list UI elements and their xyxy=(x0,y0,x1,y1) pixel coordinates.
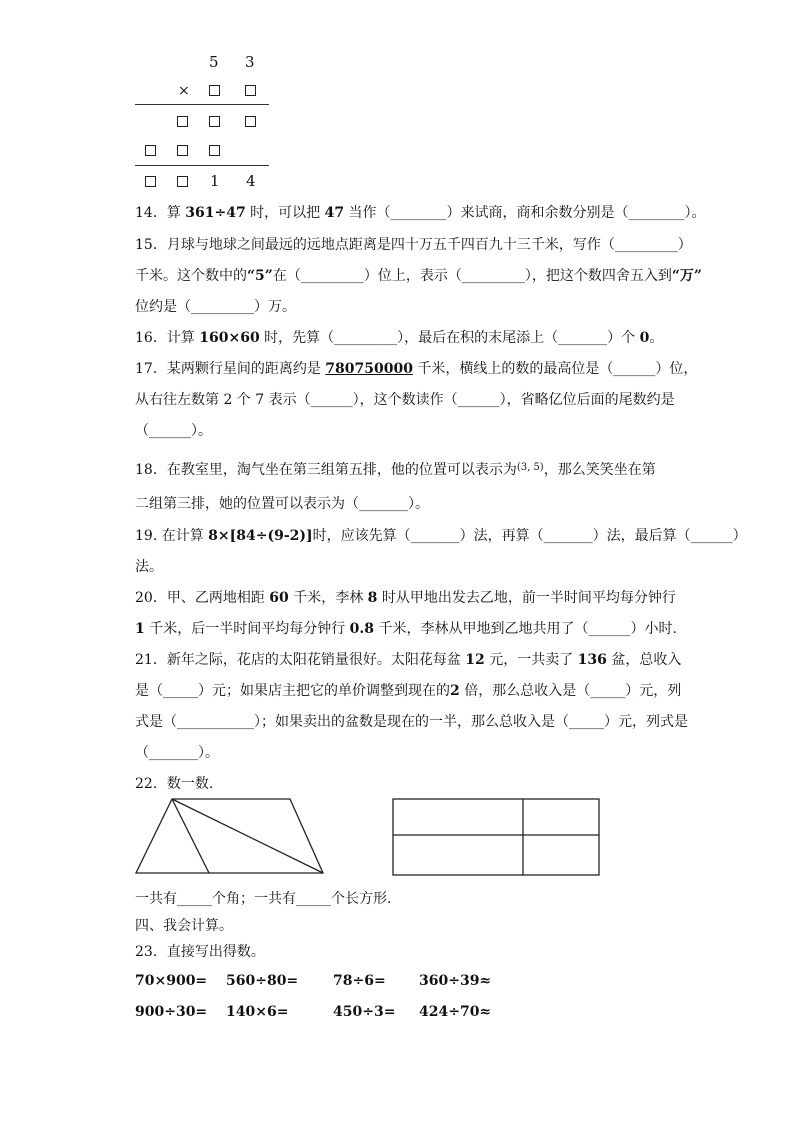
q20-num: 60 xyxy=(269,590,289,606)
calc-item: 900÷30= xyxy=(135,1004,208,1020)
question-20-line-1 xyxy=(135,587,676,607)
q19-text: 19. 在计算 xyxy=(135,528,209,544)
q19-expr: 8×[84÷(9-2)] xyxy=(208,528,313,544)
q20-num: 0.8 xyxy=(349,621,375,637)
q21-text: 是（_____）元；如果店主把它的单价调整到现在的 xyxy=(135,683,450,699)
q18-text: 18．在教室里，淘气坐在第三组第五排，他的位置可以表示为 xyxy=(135,462,517,478)
rectangle-outline xyxy=(393,799,599,875)
calc-item: 450÷3= xyxy=(333,1004,396,1020)
q14-num: 47 xyxy=(324,205,345,221)
q18-coordinate: (3, 5) xyxy=(516,462,544,473)
q21-num: 12 xyxy=(465,652,485,668)
q21-num: 136 xyxy=(577,652,607,668)
q21-num: 2 xyxy=(450,683,460,699)
blank-box xyxy=(145,176,156,187)
calc-item: 140×6= xyxy=(226,1004,289,1020)
question-21-line-1 xyxy=(135,649,681,669)
q15-text: 千米。这个数中的 xyxy=(135,268,247,284)
top-digit-3: 3 xyxy=(245,53,255,71)
q16-zero: 0 xyxy=(639,330,650,346)
result-digit-1: 1 xyxy=(210,172,220,190)
question-15-line-2 xyxy=(135,265,702,285)
calc-item: 70×900= xyxy=(135,973,208,989)
q15-quote-5: “5” xyxy=(247,268,273,284)
q20-text: 20．甲、乙两地相距 xyxy=(135,590,270,606)
question-21-line-3: 式是（___________）；如果卖出的盆数是现在的一半，那么总收入是（_____）元，列式是 xyxy=(135,714,688,730)
question-16 xyxy=(135,327,663,347)
q19-text: 时，应该先算（_______）法，再算（_______）法，最后算（______） xyxy=(312,528,747,544)
question-22-title: 22．数一数. xyxy=(135,776,214,792)
blank-box xyxy=(209,116,220,127)
q14-mid2: 当作（________）来试商，商和余数分别是（________）。 xyxy=(344,205,706,221)
calc-item: 424÷70≈ xyxy=(419,1004,492,1020)
trapezoid-diagonal xyxy=(172,799,323,873)
question-14 xyxy=(135,202,706,222)
question-19-line-2: 法。 xyxy=(135,559,163,575)
q21-text: 元，一共卖了 xyxy=(484,652,578,668)
calc-item: 560÷80= xyxy=(226,973,299,989)
q17-text: 17．某两颗行星间的距离约是 xyxy=(135,361,326,377)
result-digit-4: 4 xyxy=(246,172,256,190)
question-19-line-1 xyxy=(135,525,747,545)
q20-num: 8 xyxy=(367,590,378,606)
question-17-line-2: 从右往左数第 2 个 7 表示（______），这个数读作（______），省略亿位后面的尾数约是 xyxy=(135,392,675,408)
q17-text: 千米，横线上的数的最高位是（______）位， xyxy=(412,361,698,377)
q15-quote-wan: “万” xyxy=(671,268,702,284)
times-sign: × xyxy=(178,83,190,99)
q20-text: 时从甲地出发去乙地，前一半时间平均每分钟行 xyxy=(377,590,676,606)
section-4-title: 四、我会计算。 xyxy=(135,918,233,934)
trapezoid-figure xyxy=(130,795,330,880)
blank-box xyxy=(209,85,220,96)
q16-mid: 时，先算（_________），最后在积的末尾添上（_______）个 xyxy=(259,330,640,346)
question-23-title: 23．直接写出得数。 xyxy=(135,944,265,960)
q16-expr: 160×60 xyxy=(199,330,260,346)
blank-box xyxy=(245,85,256,96)
blank-box xyxy=(209,145,220,156)
q15-text: 在（_________）位上，表示（_________），把这个数四舍五入到 xyxy=(272,268,672,284)
q21-text: 盆，总收入 xyxy=(606,652,682,668)
question-22-answer: 一共有_____个角；一共有_____个长方形. xyxy=(135,891,392,907)
question-21-line-4: （_______）。 xyxy=(135,745,219,761)
question-15-line-3: 位约是（_________）万。 xyxy=(135,299,296,315)
divider-line xyxy=(135,165,269,166)
q16-end: 。 xyxy=(649,330,664,346)
trapezoid-inner-line xyxy=(172,799,209,873)
trapezoid-outline xyxy=(136,799,323,873)
q17-distance-number: 780750000 xyxy=(325,361,413,377)
q20-text: 千米，李林从甲地到乙地共用了（______）小时. xyxy=(374,621,677,637)
q14-expr: 361÷47 xyxy=(185,205,246,221)
blank-box xyxy=(177,116,188,127)
q14-prefix: 14．算 xyxy=(135,205,186,221)
blank-box xyxy=(245,116,256,127)
question-18-line-1 xyxy=(135,459,656,479)
q20-text: 千米，李林 xyxy=(288,590,368,606)
calc-item: 360÷39≈ xyxy=(419,973,492,989)
question-21-line-2 xyxy=(135,680,681,700)
question-17-line-3: （______）。 xyxy=(135,423,212,439)
rectangle-figure xyxy=(388,795,604,880)
q21-text: 21．新年之际，花店的太阳花销量很好。太阳花每盆 xyxy=(135,652,466,668)
question-15-line-1: 15．月球与地球之间最远的远地点距离是四十万五千四百九十三千米，写作（_________） xyxy=(135,237,692,253)
q16-prefix: 16．计算 xyxy=(135,330,200,346)
question-20-line-2 xyxy=(135,618,677,638)
blank-box xyxy=(145,145,156,156)
q20-num: 1 xyxy=(135,621,145,637)
q14-mid1: 时，可以把 xyxy=(245,205,325,221)
blank-box xyxy=(177,176,188,187)
q18-text: ，那么笑笑坐在第 xyxy=(543,462,656,478)
q20-text: 千米，后一半时间平均每分钟行 xyxy=(144,621,350,637)
question-18-line-2: 二组第三排，她的位置可以表示为（_______）。 xyxy=(135,496,429,512)
question-17-line-1 xyxy=(135,358,697,378)
q21-text: 倍，那么总收入是（_____）元，列 xyxy=(459,683,682,699)
calc-item: 78÷6= xyxy=(333,973,386,989)
blank-box xyxy=(177,145,188,156)
divider-line xyxy=(135,104,269,105)
top-digit-5: 5 xyxy=(209,53,219,71)
